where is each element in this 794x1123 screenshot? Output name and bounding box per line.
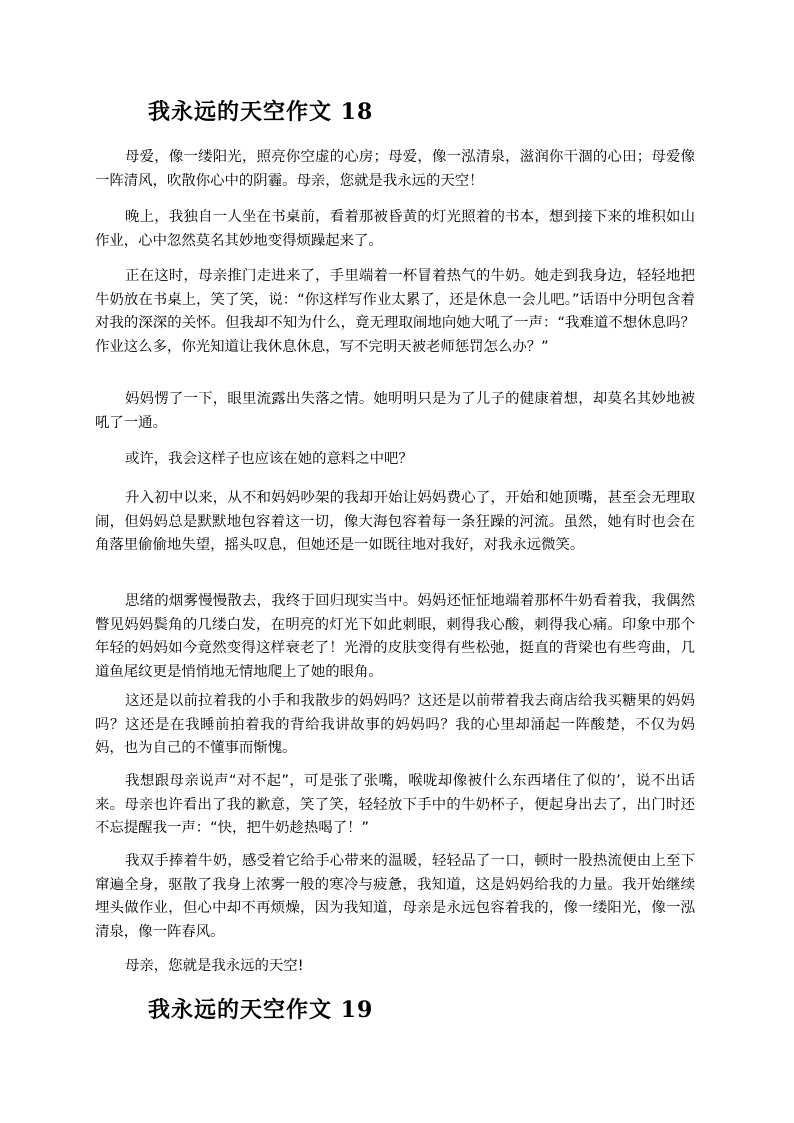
paragraph-1: 母爱，像一缕阳光，照亮你空虚的心房；母爱，像一泓清泉，滋润你干涸的心田；母爱像一阵清风，吹散你心中的阴霾。母亲，您就是我永远的天空！: [95, 149, 695, 189]
paragraph-6: 升入初中以来，从不和妈妈吵架的我却开始让妈妈费心了，开始和她顶嘴，甚至会无理取闹，但妈妈总是默默地包容着这一切，像大海包容着每一条狂躁的河流。虽然，她有时也会在角落里偷偷地失望，摇头叹息，但她还是一如既往地对我好，对我永远微笑。: [95, 490, 695, 554]
paragraph-3: 正在这时，母亲推门走进来了，手里端着一杯冒着热气的牛奶。她走到我身边，轻轻地把牛奶放在书桌上，笑了笑，说：“你这样写作业太累了，还是休息一会儿吧。”话语中分明包含着对我的深深的关怀。但我却不知为什么，竟无理取闹地向她大吼了一声：“我难道不想休息吗？作业这么多，你光知道让我休息休息，写不完明天被老师惩罚怎么办？”: [95, 268, 695, 355]
paragraph-4: 妈妈愣了一下，眼里流露出失落之情。她明明只是为了儿子的健康着想，却莫名其妙地被吼了一通。: [95, 391, 695, 431]
paragraph-9: 我想跟母亲说声“对不起”，可是张了张嘴，喉咙却像被什么东西堵住了似的’，说不出话来。母亲也许看出了我的歉意，笑了笑，轻轻放下手中的牛奶杯子，便起身出去了，出门时还不忘提醒我一声：“快，把牛奶趁热喝了！”: [95, 773, 695, 837]
paragraph-7: 思绪的烟雾慢慢散去，我终于回归现实当中。妈妈还怔怔地端着那杯牛奶看着我，我偶然瞥见妈妈鬓角的几缕白发，在明亮的灯光下如此刺眼，刺得我心酸，刺得我心痛。印象中那个年轻的妈妈如今竟然变得这样衰老了！光滑的皮肤变得有些松弛，挺直的背梁也有些弯曲，几道鱼尾纹更是悄悄地无情地爬上了她的眼角。: [95, 593, 695, 680]
essay-title-19: 我永远的天空作文 19: [148, 997, 374, 1023]
paragraph-11: 母亲，您就是我永远的天空!: [125, 958, 304, 974]
paragraph-2: 晚上，我独自一人坐在书桌前，看着那被昏黄的灯光照着的书本，想到接下来的堆积如山作业，心中忽然莫名其妙地变得烦躁起来了。: [95, 209, 695, 249]
paragraph-8: 这还是以前拉着我的小手和我散步的妈妈吗？这还是以前带着我去商店给我买糖果的妈妈吗？这还是在我睡前拍着我的背给我讲故事的妈妈吗？我的心里却涌起一阵酸楚，不仅为妈妈，也为自己的不懂事而惭愧。: [95, 693, 695, 757]
essay-title-18: 我永远的天空作文 18: [148, 99, 374, 125]
paragraph-5: 或许，我会这样子也应该在她的意料之中吧？: [125, 451, 413, 467]
paragraph-10: 我双手捧着牛奶，感受着它给手心带来的温暖，轻轻品了一口，顿时一股热流便由上至下窜遍全身，驱散了我身上浓雾一般的寒冷与疲惫，我知道，这是妈妈给我的力量。我开始继续埋头做作业，但心中却不再烦燥，因为我知道，母亲是永远包容着我的，像一缕阳光，像一泓清泉，像一阵春风。: [95, 853, 695, 940]
